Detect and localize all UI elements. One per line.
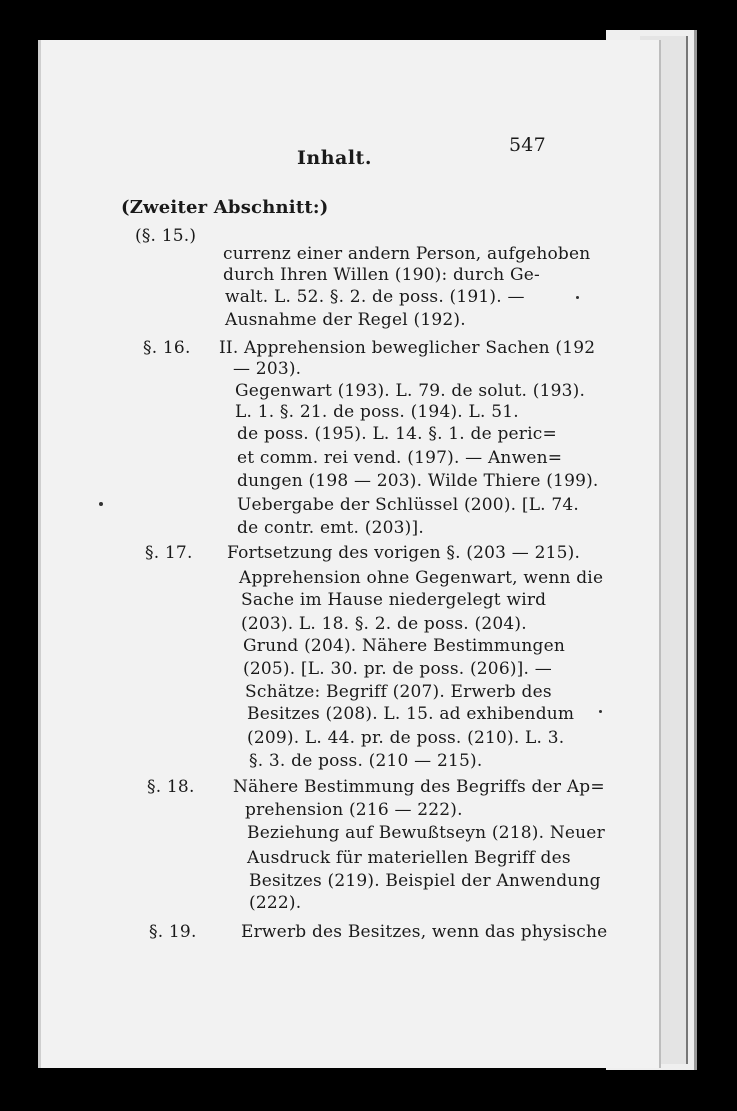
toc-line: de poss. (195). L. 14. §. 1. de peric= <box>237 424 557 444</box>
running-head-title: Inhalt. <box>297 147 372 169</box>
toc-line: Nähere Bestimmung des Begriffs der Ap= <box>233 777 605 797</box>
toc-line: Ausdruck für materiellen Begriff des <box>247 848 571 868</box>
toc-line: Erwerb des Besitzes, wenn das physische <box>241 922 608 942</box>
toc-line: — 203). <box>233 359 302 379</box>
toc-line: Uebergabe der Schlüssel (200). [L. 74. <box>237 495 580 515</box>
section-marker: (§. 15.) <box>135 226 197 246</box>
ink-speck <box>599 710 602 713</box>
page-number: 547 <box>509 134 546 156</box>
toc-line: prehension (216 — 222). <box>245 800 463 820</box>
toc-line: (205). [L. 30. pr. de poss. (206)]. — <box>243 659 552 679</box>
toc-line: et comm. rei vend. (197). — Anwen= <box>237 448 563 468</box>
section-marker: §. 16. <box>143 338 191 358</box>
toc-line: Grund (204). Nähere Bestimmungen <box>243 636 565 656</box>
toc-line: walt. L. 52. §. 2. de poss. (191). — <box>225 287 525 307</box>
toc-line: (203). L. 18. §. 2. de poss. (204). <box>241 614 527 634</box>
toc-line: Gegenwart (193). L. 79. de solut. (193). <box>235 381 586 401</box>
section-marker: §. 17. <box>145 543 193 563</box>
toc-line: (209). L. 44. pr. de poss. (210). L. 3. <box>247 728 565 748</box>
toc-line: §. 3. de poss. (210 — 215). <box>249 751 483 771</box>
toc-line: II. Apprehension beweglicher Sachen (192 <box>219 338 596 358</box>
toc-line: Apprehension ohne Gegenwart, wenn die <box>239 568 604 588</box>
section-marker: §. 18. <box>147 777 195 797</box>
toc-line: de contr. emt. (203)]. <box>237 518 424 538</box>
toc-line: dungen (198 — 203). Wilde Thiere (199). <box>237 471 599 491</box>
toc-line: Fortsetzung des vorigen §. (203 — 215). <box>227 543 581 563</box>
toc-line: Schätze: Begriff (207). Erwerb des <box>245 682 552 702</box>
toc-line: Besitzes (208). L. 15. ad exhibendum <box>247 704 575 724</box>
toc-line: Sache im Hause niedergelegt wird <box>241 590 547 610</box>
toc-line: currenz einer andern Person, aufgehoben <box>223 244 591 264</box>
ink-speck <box>576 296 579 299</box>
section-title: (Zweiter Abschnitt:) <box>121 197 329 218</box>
toc-line: (222). <box>249 893 302 913</box>
toc-line: Ausnahme der Regel (192). <box>225 310 466 330</box>
toc-line: durch Ihren Willen (190): durch Ge- <box>223 265 540 285</box>
toc-line: Beziehung auf Bewußtseyn (218). Neuer <box>247 823 605 843</box>
section-marker: §. 19. <box>149 922 197 942</box>
book-page <box>38 40 659 1068</box>
toc-line: L. 1. §. 21. de poss. (194). L. 51. <box>235 402 519 422</box>
ink-speck <box>99 502 103 506</box>
toc-line: Besitzes (219). Beispiel der Anwendung <box>249 871 601 891</box>
